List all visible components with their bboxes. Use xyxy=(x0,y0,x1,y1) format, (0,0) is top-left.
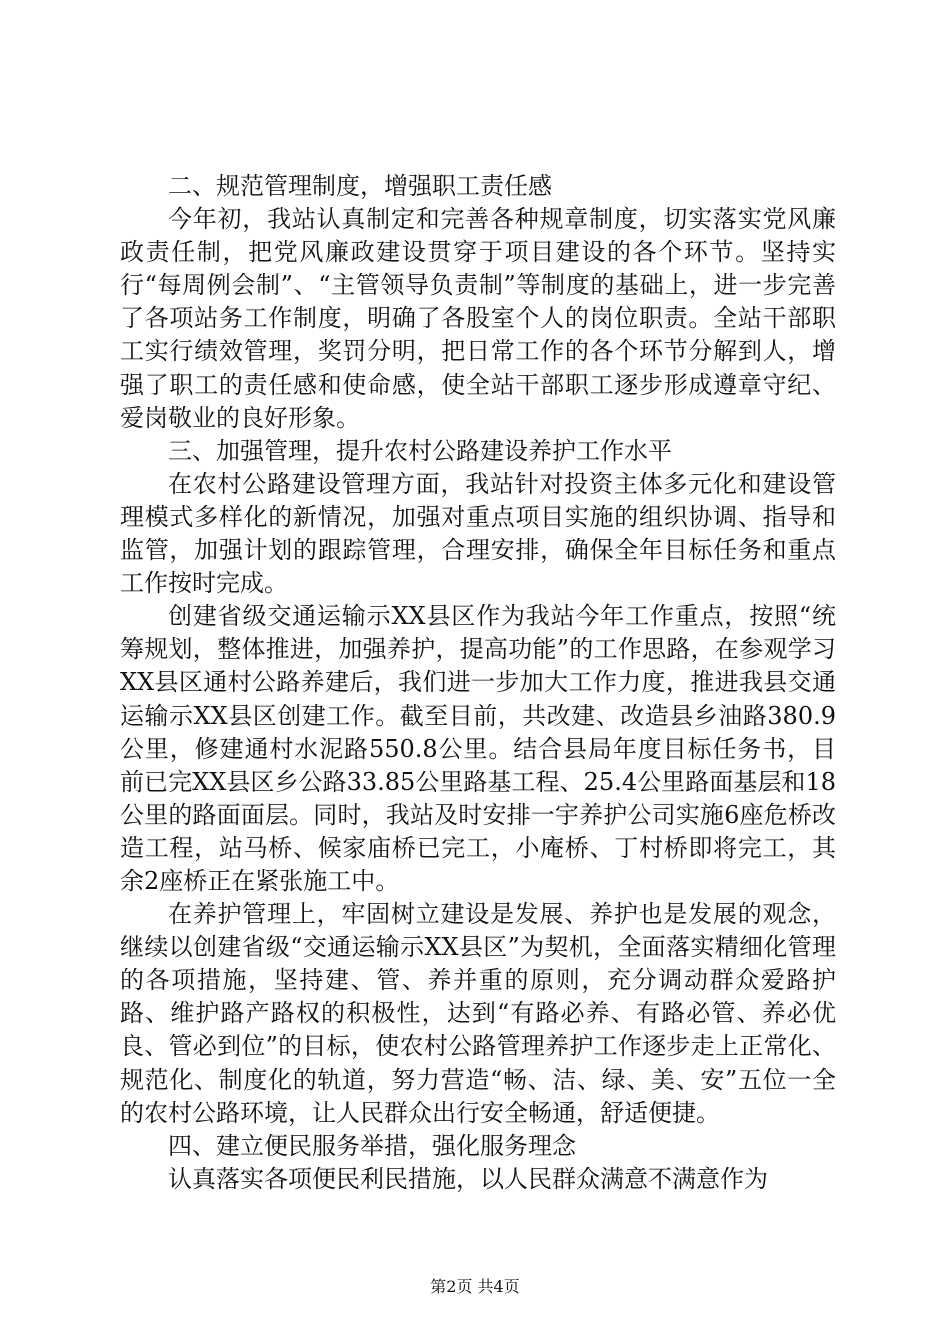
section-heading-3: 三、加强管理，提升农村公路建设养护工作水平 xyxy=(168,436,672,465)
section-heading-2: 二、规范管理制度，增强职工责任感 xyxy=(168,172,552,200)
page-number: 第2页 共4页 xyxy=(430,1277,520,1296)
section-heading-4: 四、建立便民服务举措，强化服务理念 xyxy=(168,1131,576,1160)
paragraph-demonstration-county: 创建省级交通运输示XX县区作为我站今年工作重点，按照“统筹规划，整体推进，加强养护，提高功能”的工作思路，在参观学习XX县区通村公路养建后，我们进一步加大工作力度，推进我县交通运输示XX县区创建工作。截至目前，共改建、改造县乡油路380.9公里，修建通村水泥路550.8公里。结合县局年度目标任务书，目前已完XX县区乡公路33.85公里路基工程、25.4公里路面基层和18公里的路面面层。同时，我站及时安排一宇养护公司实施6座危桥改造工程，站马桥、候家庙桥已完工，小庵桥、丁村桥即将完工，其余2座桥正在紧张施工中。 xyxy=(120,602,836,895)
document-body xyxy=(120,170,836,1196)
paragraph-construction-management: 在农村公路建设管理方面，我站针对投资主体多元化和建设管理模式多样化的新情况，加强对重点项目实施的组织协调、指导和监管，加强计划的跟踪管理，合理安排，确保全年目标任务和重点工作按时完成。 xyxy=(120,469,836,598)
paragraph-management-system: 今年初，我站认真制定和完善各种规章制度，切实落实党风廉政责任制，把党风廉政建设贯穿于项目建设的各个环节。坚持实行“每周例会制”、“主管领导负责制”等制度的基础上，进一步完善了各项站务工作制度，明确了各股室个人的岗位职责。全站干部职工实行绩效管理，奖罚分明，把日常工作的各个环节分解到人，增强了职工的责任感和使命感，使全站干部职工逐步形成遵章守纪、爱岗敬业的良好形象。 xyxy=(120,205,836,432)
paragraph-maintenance-management: 在养护管理上，牢固树立建设是发展、养护也是发展的观念，继续以创建省级“交通运输示XX县区”为契机，全面落实精细化管理的各项措施，坚持建、管、养并重的原则，充分调动群众爱路护路、维护路产路权的积极性，达到“有路必养、有路必管、养必优良、管必到位”的目标，使农村公路管理养护工作逐步走上正常化、规范化、制度化的轨道，努力营造“畅、洁、绿、美、安”五位一全的农村公路环境，让人民群众出行安全畅通，舒适便捷。 xyxy=(120,900,836,1127)
paragraph-convenience-service: 认真落实各项便民利民措施，以人民群众满意不满意作为 xyxy=(168,1164,768,1193)
page-footer xyxy=(0,1277,950,1297)
